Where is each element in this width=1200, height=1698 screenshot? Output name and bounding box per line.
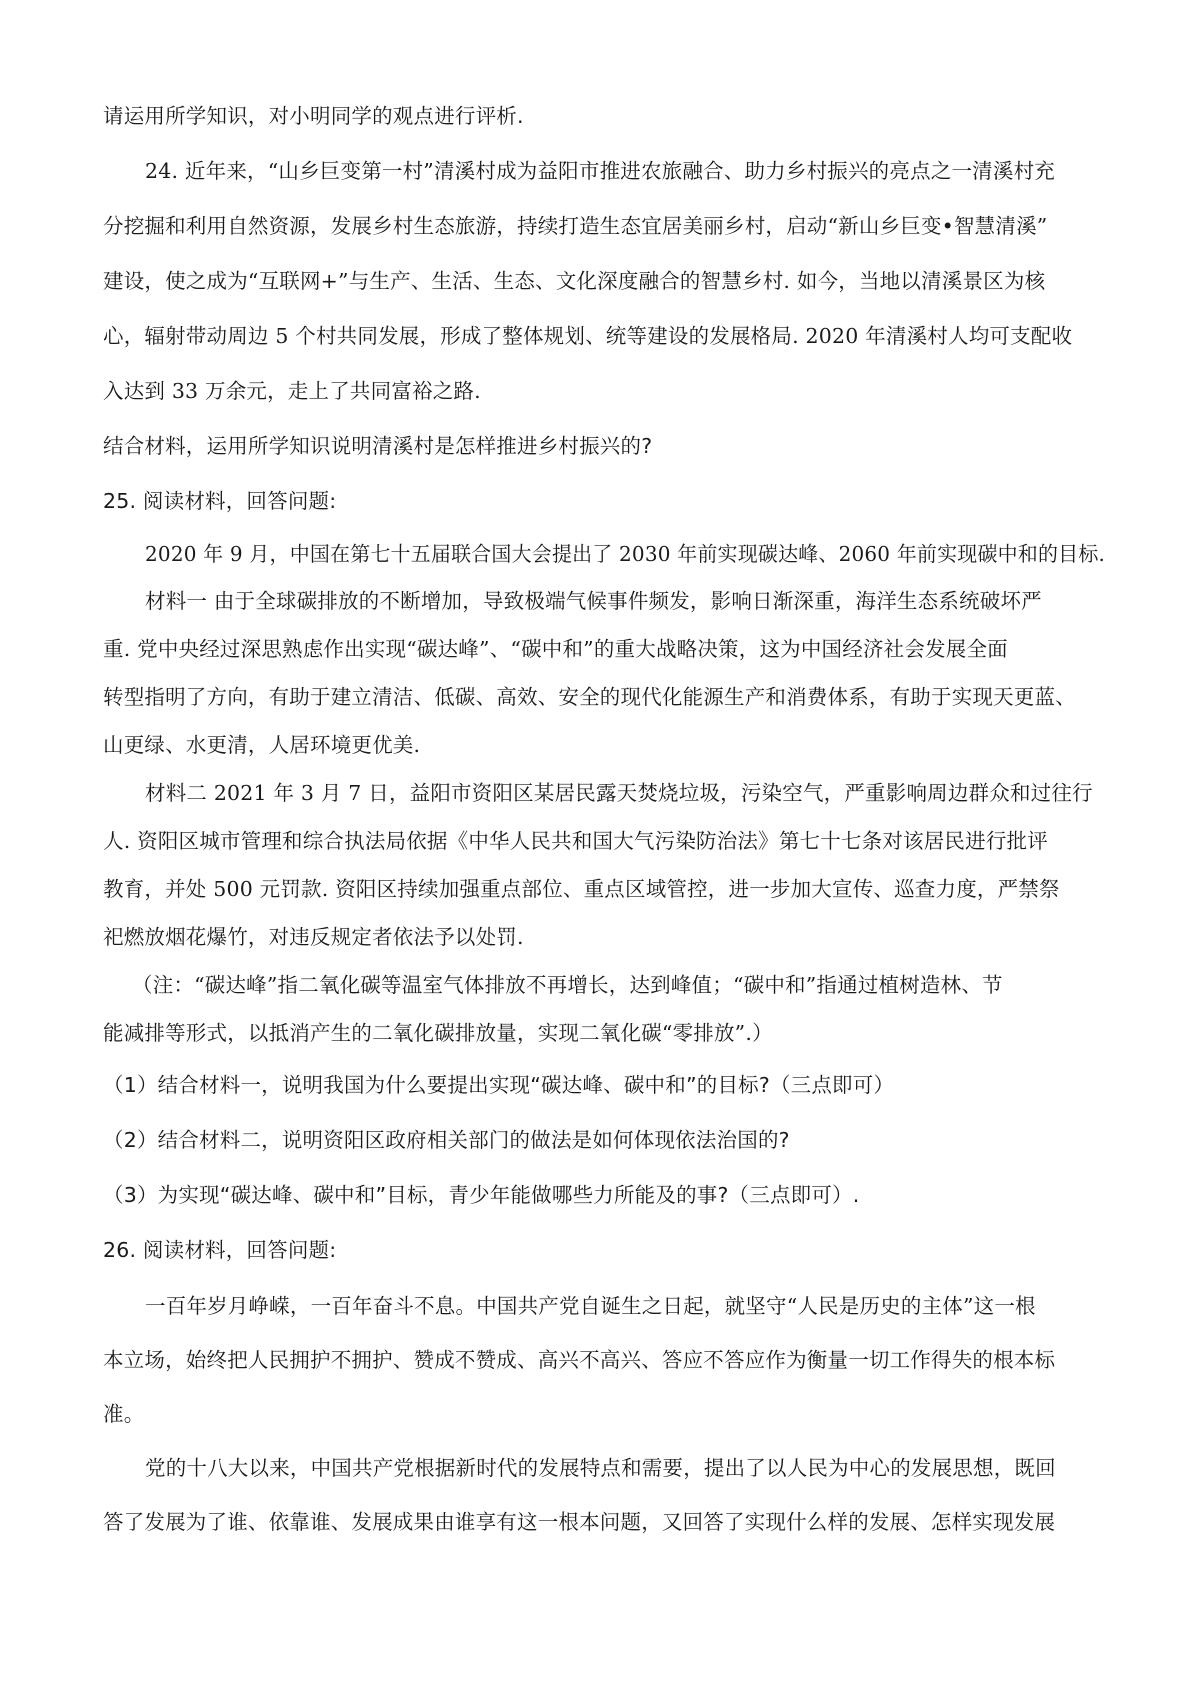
material-2-line-1: 材料二 2021 年 3 月 7 日，益阳市资阳区某居民露天焚烧垃圾，污染空气，严重影响周边群众和过往行: [145, 781, 1093, 805]
material-1-line-3: 转型指明了方向，有助于建立清洁、低碳、高效、安全的现代化能源生产和消费体系，有助于实现天更蓝、: [103, 685, 1076, 709]
question-25-sub-2: （2）结合材料二，说明资阳区政府相关部门的做法是如何体现依法治国的?: [103, 1128, 790, 1152]
question-26-heading: 26. 阅读材料，回答问题:: [103, 1238, 337, 1262]
material-2-line-2: 人. 资阳区城市管理和综合执法局依据《中华人民共和国大气污染防治法》第七十七条对该居民进行批评: [103, 829, 1048, 853]
question-24-line-1: 24. 近年来，“山乡巨变第一村”清溪村成为益阳市推进农旅融合、助力乡村振兴的亮点之一清溪村充: [145, 159, 1055, 183]
note-line-2: 能减排等形式，以抵消产生的二氧化碳排放量，实现二氧化碳“零排放”.）: [103, 1021, 773, 1045]
question-26-line-3: 准。: [103, 1402, 145, 1426]
material-2-line-4: 祀燃放烟花爆竹，对违反规定者依法予以处罚.: [103, 925, 524, 949]
question-26-line-4: 党的十八大以来，中国共产党根据新时代的发展特点和需要，提出了以人民为中心的发展思想，既回: [145, 1456, 1056, 1480]
text-line-intro-instruction: 请运用所学知识，对小明同学的观点进行评析.: [103, 104, 524, 128]
material-1-line-4: 山更绿、水更清，人居环境更优美.: [103, 733, 421, 757]
question-25-sub-1: （1）结合材料一，说明我国为什么要提出实现“碳达峰、碳中和”的目标?（三点即可）: [103, 1073, 895, 1097]
question-24-line-5: 入达到 33 万余元，走上了共同富裕之路.: [103, 379, 481, 403]
question-26-line-5: 答了发展为了谁、依靠谁、发展成果由谁享有这一根本问题，又回答了实现什么样的发展、怎样实现发展: [103, 1510, 1056, 1534]
question-24-line-3: 建设，使之成为“互联网+”与生产、生活、生态、文化深度融合的智慧乡村. 如今，当地以清溪景区为核: [103, 269, 1046, 293]
question-24-line-2: 分挖掘和利用自然资源，发展乡村生态旅游，持续打造生态宜居美丽乡村，启动“新山乡巨变•智慧清溪”: [103, 214, 1048, 238]
material-1-line-2: 重. 党中央经过深思熟虑作出实现“碳达峰”、“碳中和”的重大战略决策，这为中国经济社会发展全面: [103, 637, 1008, 661]
question-26-line-1: 一百年岁月峥嵘，一百年奋斗不息。中国共产党自诞生之日起，就坚守“人民是历史的主体”这一根: [145, 1294, 1036, 1318]
question-24-prompt: 结合材料，运用所学知识说明清溪村是怎样推进乡村振兴的?: [103, 434, 653, 458]
question-24-line-4: 心，辐射带动周边 5 个村共同发展，形成了整体规划、统等建设的发展格局. 2020 年清溪村人均可支配收: [103, 324, 1073, 348]
material-1-line-1: 材料一 由于全球碳排放的不断增加，导致极端气候事件频发，影响日渐深重，海洋生态系统破坏严: [145, 589, 1042, 613]
question-25-intro: 2020 年 9 月，中国在第七十五届联合国大会提出了 2030 年前实现碳达峰、2060 年前实现碳中和的目标.: [145, 542, 1106, 566]
question-25-heading: 25. 阅读材料，回答问题:: [103, 489, 337, 513]
question-26-line-2: 本立场，始终把人民拥护不拥护、赞成不赞成、高兴不高兴、答应不答应作为衡量一切工作得失的根本标: [103, 1348, 1056, 1372]
material-2-line-3: 教育，并处 500 元罚款. 资阳区持续加强重点部位、重点区域管控，进一步加大宣传、巡查力度，严禁祭: [103, 877, 1060, 901]
note-line-1: （注：“碳达峰”指二氧化碳等温室气体排放不再增长，达到峰值；“碳中和”指通过植树造林、节: [132, 973, 1003, 997]
question-25-sub-3: （3）为实现“碳达峰、碳中和”目标，青少年能做哪些力所能及的事?（三点即可）.: [103, 1183, 860, 1207]
